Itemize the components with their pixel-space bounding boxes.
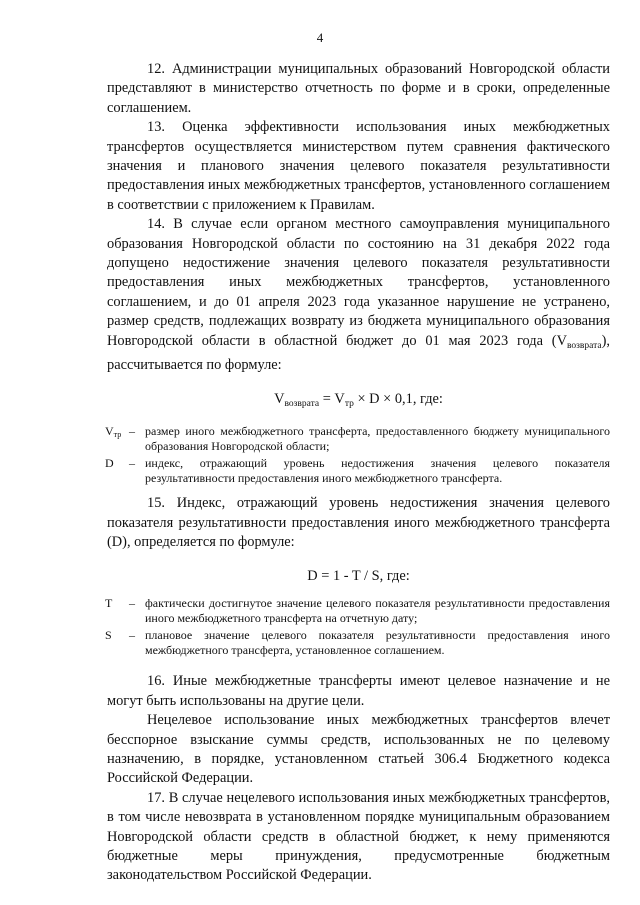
definition-row <box>105 456 610 486</box>
definition-row <box>105 424 610 454</box>
formula-index: D = 1 - T / S, где: <box>307 567 410 584</box>
paragraph-16-continued: Нецелевое использование иных межбюджетных трансфертов влечет бесспорное взыскание суммы средств, использованных не по целевому назначению, в порядке, установленном статьей 306.4 Бюджетного кодекса Российской Федерации. <box>107 712 610 787</box>
paragraph-17: 17. В случае нецелевого использования иных межбюджетных трансфертов, в том числе невозврата в установленном порядке муниципальным образованием Новгородской области средств в областной бюджет, к нему применяются бюджетные меры принуждения, предусмотренные бюджетным законодательством Российской Федерации. <box>107 789 610 884</box>
document-body <box>107 60 610 886</box>
definition-text: фактически достигнутое значение целевого показателя результативности предоставления иного межбюджетного трансферта на отчетную дату; <box>145 595 610 625</box>
definition-symbol: D <box>105 455 114 470</box>
paragraph-12: 12. Администрации муниципальных образований Новгородской области представляют в министерство отчетность по форме и в сроки, определенные соглашением. <box>107 61 610 116</box>
definition-dash: – <box>129 595 135 610</box>
definition-dash: – <box>129 627 135 642</box>
formula-2-definitions <box>105 596 610 659</box>
definition-symbol: T <box>105 595 113 610</box>
formula-lhs-subscript: возврата <box>284 398 320 409</box>
paragraph-15: 15. Индекс, отражающий уровень недостижения значения целевого показателя результативности предоставления иного межбюджетного трансферта (D), определяется по формуле: <box>107 495 610 551</box>
paragraph-14-tail: ), рассчитывается по формуле: <box>107 332 610 374</box>
formula-lhs: V <box>274 390 285 407</box>
definition-text: размер иного межбюджетного трансферта, предоставленного бюджету муниципального образования Новгородской области; <box>145 423 610 453</box>
formula-eq: = V <box>319 390 345 407</box>
definition-text: плановое значение целевого показателя результативности предоставления иного межбюджетного трансферта, установленное соглашением. <box>145 627 610 658</box>
formula-rest: × D × 0,1, где: <box>353 390 443 407</box>
paragraph-16: 16. Иные межбюджетные трансферты имеют целевое назначение и не могут быть использованы на другие цели. <box>107 673 610 709</box>
definition-symbol: $V_{тр}$ <box>105 423 122 439</box>
definition-row <box>105 628 610 658</box>
definition-text: индекс, отражающий уровень недостижения значения целевого показателя результативности предоставления иного межбюджетного трансферта. <box>145 455 610 486</box>
formula-tr-subscript: тр <box>344 398 354 409</box>
formula-1-definitions <box>105 424 610 487</box>
paragraph-13: 13. Оценка эффективности использования иных межбюджетных трансфертов осуществляется министерством путем сравнения фактического значения и планового значения целевого показателя результативности предоставления иных межбюджетных трансфертов, установленного соглашением в соответствии с приложением к Правилам. <box>107 119 610 213</box>
paragraph-14-text: 14. В случае если органом местного самоуправления муниципального образования Новгородской области по состоянию на 31 декабря 2022 года допущено недостижение значения целевого показателя результативности предоставления иных межбюджетных трансфертов, установленного соглашением, и до 01 апреля 2023 года указанное нарушение не устранено, размер средств, подлежащих возврату из бюджета муниципального образования Новгородской области в областной бюджет до 01 мая 2023 года (V <box>107 216 610 349</box>
definition-dash: – <box>129 423 135 438</box>
page-number: 4 <box>316 30 324 45</box>
paragraph-14 <box>107 215 610 375</box>
definition-symbol: S <box>105 627 112 642</box>
formula-return-amount <box>107 390 610 414</box>
definition-row <box>105 596 610 626</box>
v-return-subscript: возврата <box>566 340 602 351</box>
definition-dash: – <box>129 455 135 470</box>
